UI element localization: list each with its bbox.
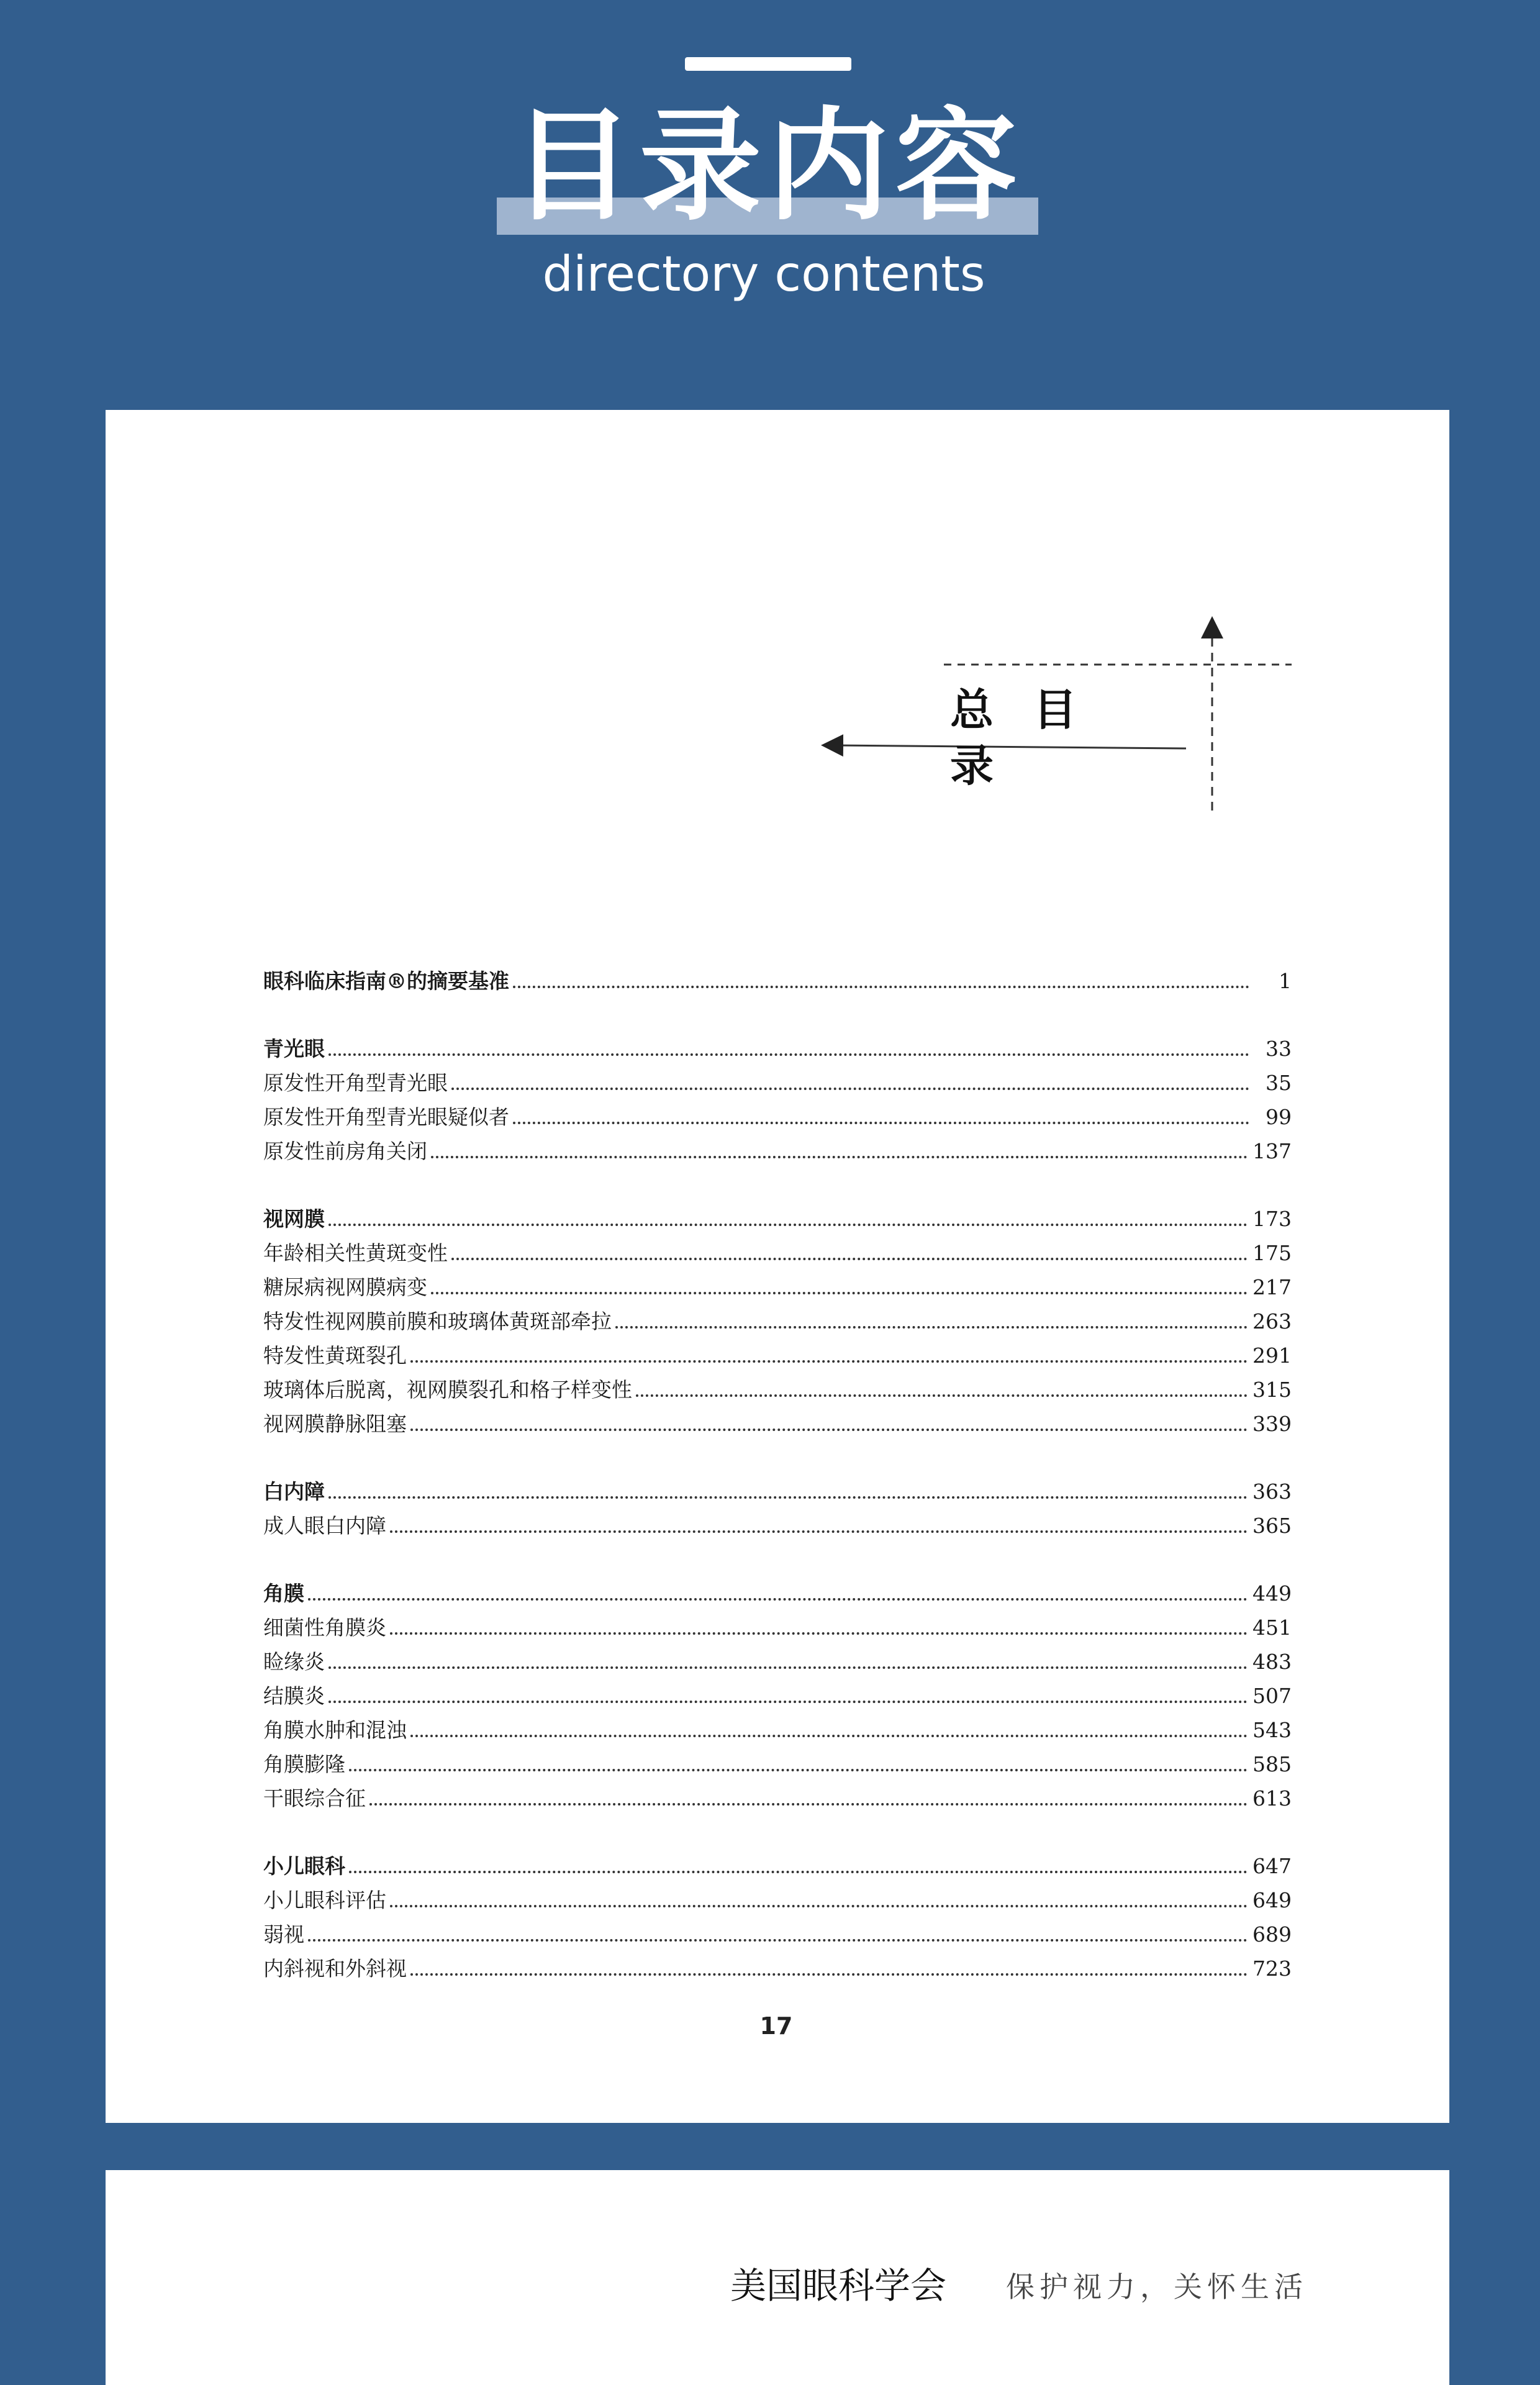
dot-leader — [328, 1701, 1248, 1703]
toc-item-row[interactable] — [263, 1610, 1292, 1645]
publisher-name: 美国眼科学会 — [730, 2265, 947, 2307]
toc-entry-page: 613 — [1252, 1786, 1292, 1810]
dot-leader — [451, 1258, 1248, 1260]
dot-leader — [410, 1973, 1248, 1976]
toc-section-label: 角膜 — [263, 1581, 304, 1606]
dot-leader — [615, 1326, 1248, 1329]
toc-entry-label: 弱视 — [263, 1922, 304, 1947]
toc-list — [263, 964, 1292, 1986]
toc-entry-label: 糖尿病视网膜病变 — [263, 1275, 427, 1299]
toc-section-row[interactable] — [263, 1576, 1292, 1610]
toc-entry-page: 315 — [1252, 1378, 1292, 1402]
dot-leader — [308, 1939, 1248, 1942]
dot-leader — [390, 1530, 1248, 1533]
toc-item-row[interactable] — [263, 1679, 1292, 1713]
toc-entry-label: 原发性开角型青光眼 — [263, 1071, 448, 1095]
toc-entry-label: 原发性前房角关闭 — [263, 1139, 427, 1163]
toc-entry-page: 363 — [1252, 1479, 1292, 1504]
header-accent-bar — [685, 57, 851, 71]
toc-entry-label: 特发性视网膜前膜和玻璃体黄斑部牵拉 — [263, 1309, 612, 1333]
dot-leader — [328, 1496, 1248, 1499]
toc-entry-page: 173 — [1252, 1207, 1292, 1231]
toc-heading: 总目录 — [950, 684, 1116, 791]
toc-entry-label: 角膜膨隆 — [263, 1752, 345, 1776]
toc-section-label: 视网膜 — [263, 1207, 325, 1231]
dot-leader — [308, 1598, 1248, 1601]
toc-item-row[interactable] — [263, 1066, 1292, 1100]
toc-entry-page: 365 — [1252, 1514, 1292, 1538]
toc-entry-label: 角膜水肿和混浊 — [263, 1718, 407, 1742]
dot-leader — [431, 1292, 1248, 1294]
toc-item-row[interactable] — [263, 1407, 1292, 1441]
toc-entry-page: 33 — [1266, 1037, 1292, 1061]
toc-entry-label: 视网膜静脉阻塞 — [263, 1412, 407, 1436]
toc-entry-label: 内斜视和外斜视 — [263, 1956, 407, 1981]
dot-leader — [390, 1905, 1248, 1907]
toc-section-row[interactable] — [263, 1032, 1292, 1066]
dot-leader — [451, 1088, 1249, 1090]
dot-leader — [328, 1666, 1248, 1669]
toc-entry-page: 137 — [1252, 1139, 1292, 1163]
dot-leader — [410, 1360, 1248, 1363]
toc-entry-page: 35 — [1266, 1071, 1292, 1095]
dot-leader — [410, 1735, 1248, 1737]
toc-entry-page: 507 — [1252, 1684, 1292, 1708]
dot-leader — [390, 1632, 1248, 1635]
banner-title: 目录内容 — [511, 96, 1023, 237]
dot-leader — [636, 1394, 1248, 1397]
dot-leader — [431, 1156, 1248, 1158]
toc-entry-page: 263 — [1252, 1309, 1292, 1333]
toc-entry-page: 723 — [1252, 1956, 1292, 1981]
toc-item-row[interactable] — [263, 1917, 1292, 1951]
toc-entry-page: 1 — [1279, 969, 1292, 993]
toc-entry-page: 483 — [1252, 1650, 1292, 1674]
toc-item-row[interactable] — [263, 1713, 1292, 1747]
toc-entry-page: 451 — [1252, 1615, 1292, 1640]
toc-entry-label: 成人眼白内障 — [263, 1514, 386, 1538]
toc-entry-page: 585 — [1252, 1752, 1292, 1776]
toc-item-row[interactable] — [263, 1236, 1292, 1270]
dot-leader — [328, 1053, 1249, 1056]
toc-entry-label: 结膜炎 — [263, 1684, 325, 1708]
toc-entry-label: 眼科临床指南®的摘要基准 — [263, 969, 509, 993]
toc-item-row[interactable] — [263, 1781, 1292, 1815]
dot-leader — [410, 1429, 1248, 1431]
toc-entry-label: 细菌性角膜炎 — [263, 1615, 386, 1640]
toc-entry-page: 339 — [1252, 1412, 1292, 1436]
toc-item-row[interactable] — [263, 1373, 1292, 1407]
toc-item-row[interactable] — [263, 1883, 1292, 1917]
dot-leader — [349, 1871, 1248, 1873]
dot-leader — [349, 1769, 1248, 1771]
toc-entry-label: 年龄相关性黄斑变性 — [263, 1241, 448, 1265]
toc-section-row[interactable] — [263, 1202, 1292, 1236]
toc-entry-label: 小儿眼科评估 — [263, 1888, 386, 1912]
toc-item-row[interactable] — [263, 1747, 1292, 1781]
publisher-slogan: 保护视力，关怀生活 — [1006, 2270, 1308, 2304]
dot-leader — [513, 1122, 1249, 1124]
toc-entry-page: 689 — [1252, 1922, 1292, 1947]
page-number: 17 — [759, 2012, 793, 2040]
toc-entry-label: 干眼综合征 — [263, 1786, 366, 1810]
toc-section-label: 白内障 — [263, 1479, 325, 1504]
toc-entry-page: 175 — [1252, 1241, 1292, 1265]
toc-entry-page: 449 — [1252, 1581, 1292, 1606]
toc-intro-row[interactable] — [263, 964, 1292, 998]
toc-item-row[interactable] — [263, 1100, 1292, 1134]
toc-item-row[interactable] — [263, 1270, 1292, 1304]
toc-entry-label: 原发性开角型青光眼疑似者 — [263, 1105, 509, 1129]
dot-leader — [369, 1803, 1248, 1806]
toc-entry-label: 睑缘炎 — [263, 1650, 325, 1674]
toc-entry-page: 543 — [1252, 1718, 1292, 1742]
toc-section-label: 小儿眼科 — [263, 1854, 345, 1878]
toc-entry-label: 特发性黄斑裂孔 — [263, 1343, 407, 1368]
toc-item-row[interactable] — [263, 1509, 1292, 1543]
toc-entry-page: 291 — [1252, 1343, 1292, 1368]
toc-entry-page: 99 — [1266, 1105, 1292, 1129]
toc-item-row[interactable] — [263, 1304, 1292, 1338]
toc-entry-page: 217 — [1252, 1275, 1292, 1299]
toc-section-row[interactable] — [263, 1474, 1292, 1509]
toc-entry-page: 647 — [1252, 1854, 1292, 1878]
banner-subtitle: directory contents — [542, 247, 985, 302]
toc-item-row[interactable] — [263, 1338, 1292, 1373]
toc-item-row[interactable] — [263, 1645, 1292, 1679]
toc-item-row[interactable] — [263, 1134, 1292, 1168]
toc-entry-page: 649 — [1252, 1888, 1292, 1912]
toc-section-row[interactable] — [263, 1849, 1292, 1883]
toc-item-row[interactable] — [263, 1951, 1292, 1986]
toc-entry-label: 玻璃体后脱离，视网膜裂孔和格子样变性 — [263, 1378, 632, 1402]
toc-section-label: 青光眼 — [263, 1037, 325, 1061]
dot-leader — [328, 1224, 1248, 1226]
dot-leader — [513, 986, 1249, 988]
